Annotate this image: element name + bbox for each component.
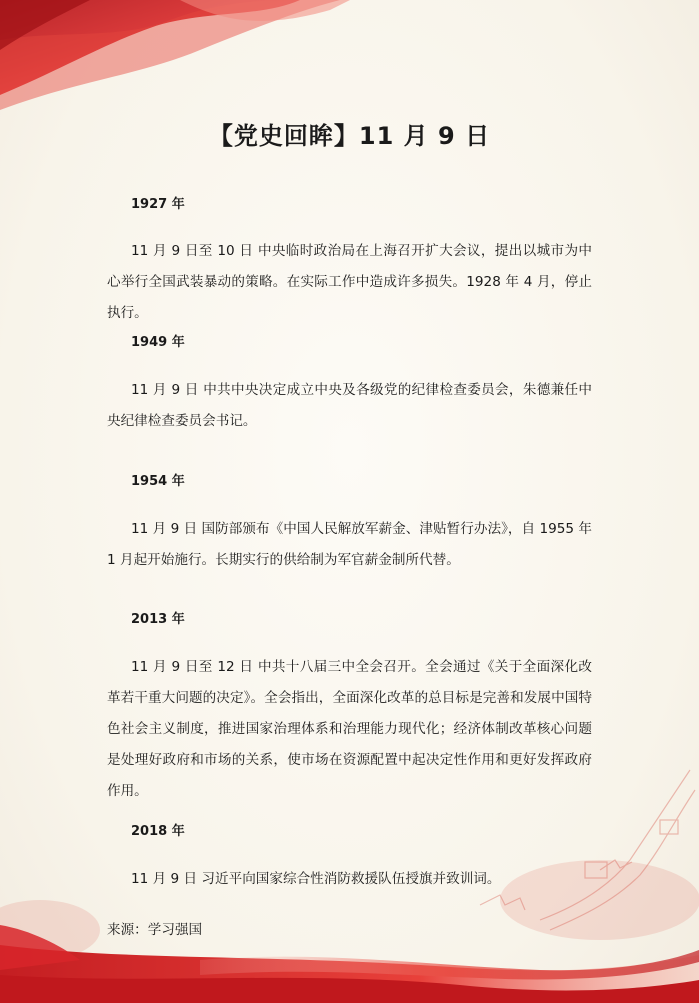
source-credit: 来源：学习强国 [107, 922, 203, 938]
year-heading-2018: 2018 年 [131, 824, 185, 839]
page-title: 【党史回眸】11 月 9 日 [208, 122, 491, 150]
year-heading-2013: 2013 年 [131, 612, 185, 627]
year-heading-1949: 1949 年 [131, 335, 185, 350]
year-heading-1927: 1927 年 [131, 197, 185, 212]
entry-text-2013: 11 月 9 日至 12 日 中共十八届三中全会召开。全会通过《关于全面深化改革若干重大问题的决定》。全会指出，全面深化改革的总目标是完善和发展中国特色社会主义制度，推进国家治理体系和治理能力现代化；经济体制改革核心问题是处理好政府和市场的关系，使市场在资源配置中起决定性作用和更好发挥政府作用。 [107, 659, 592, 799]
entry-text-1954: 11 月 9 日 国防部颁布《中国人民解放军薪金、津贴暂行办法》，自 1955 年 1 月起开始施行。长期实行的供给制为军官薪金制所代替。 [107, 521, 592, 568]
entry-text-1927: 11 月 9 日至 10 日 中央临时政治局在上海召开扩大会议，提出以城市为中心举行全国武装暴动的策略。在实际工作中造成许多损失。1928 年 4 月，停止执行。 [107, 243, 592, 321]
year-heading-1954: 1954 年 [131, 474, 185, 489]
entry-text-1949: 11 月 9 日 中共中央决定成立中央及各级党的纪律检查委员会，朱德兼任中央纪律检查委员会书记。 [107, 382, 592, 429]
entry-text-2018: 11 月 9 日 习近平向国家综合性消防救援队伍授旗并致训词。 [131, 871, 501, 887]
